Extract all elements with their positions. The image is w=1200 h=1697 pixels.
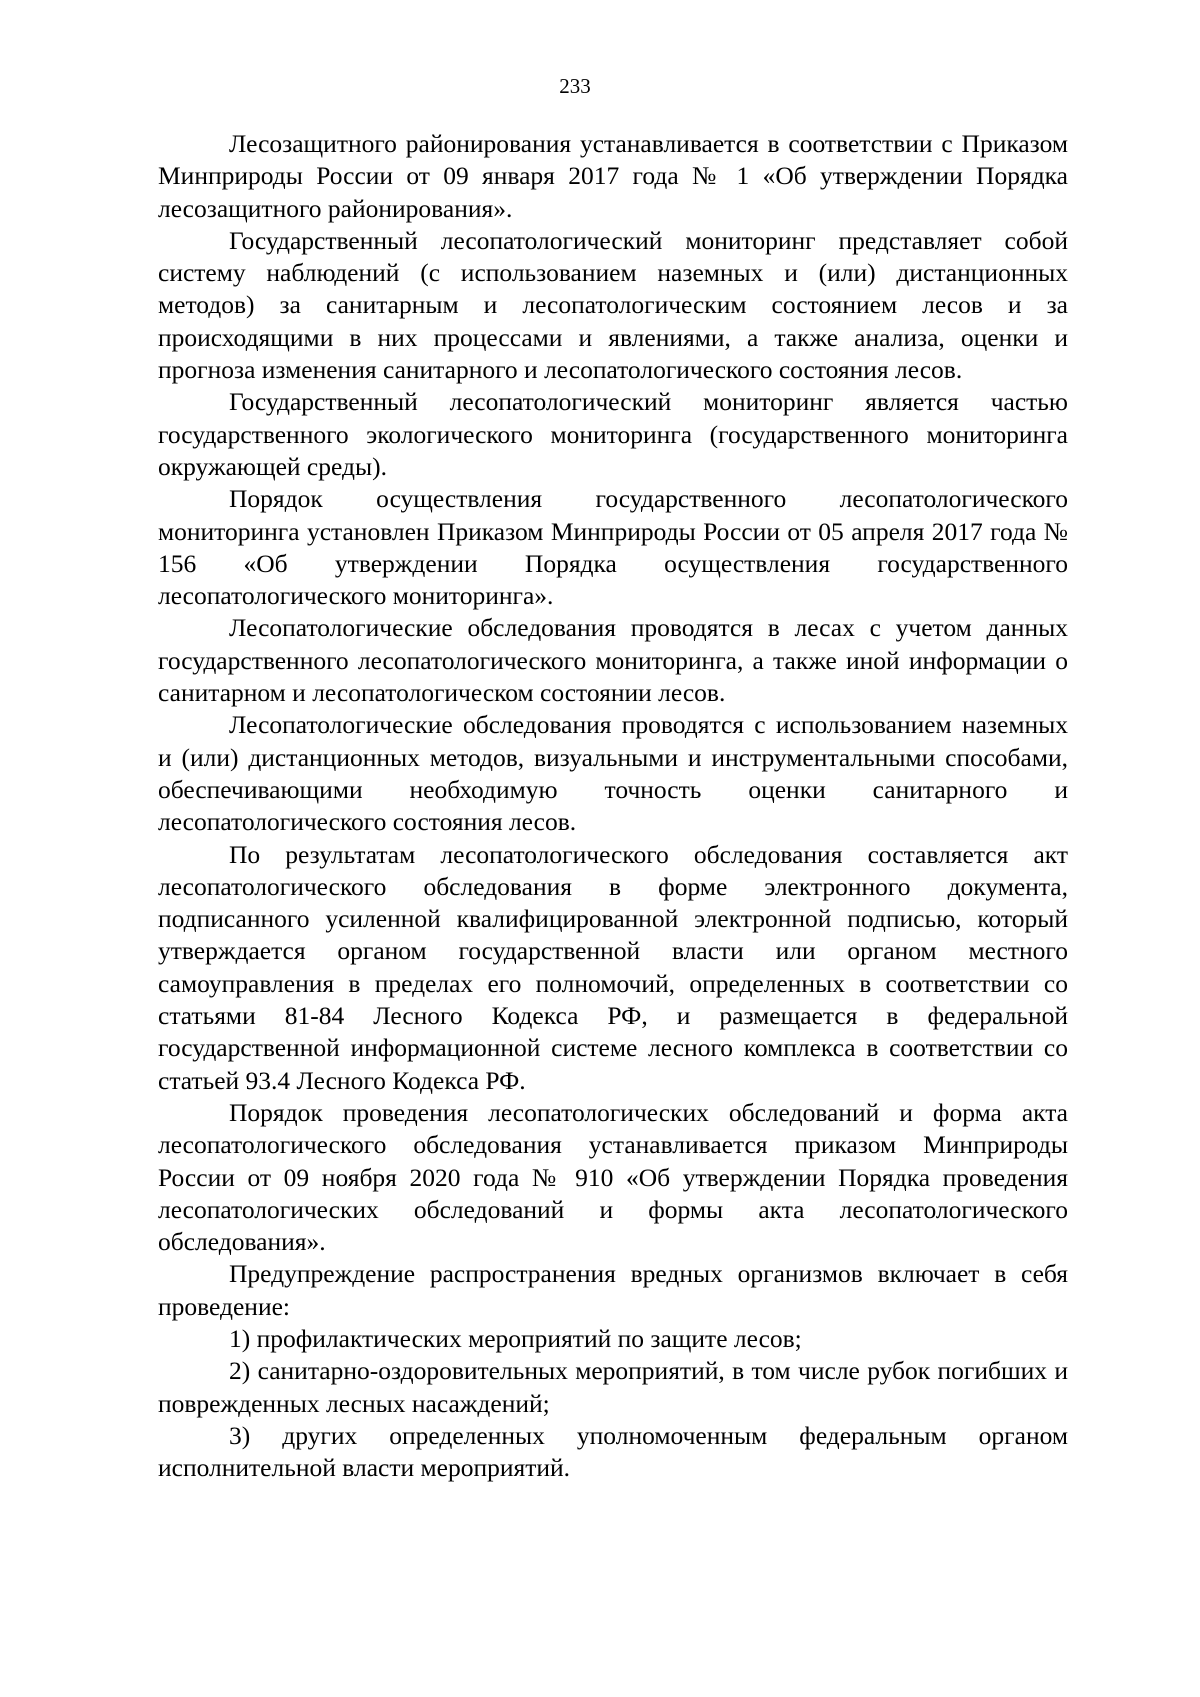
document-body [158,128,1068,1484]
paragraph: Порядок осуществления государственного лесопатологического мониторинга установлен Приказом Минприроды России от 05 апреля 2017 года № 156 «Об утверждении Порядка осуществления государственного лесопатологического мониторинга». [158,484,1068,611]
paragraph: Порядок проведения лесопатологических обследований и форма акта лесопатологического обследования устанавливается приказом Минприроды России от 09 ноября 2020 года № 910 «Об утверждении Порядка проведения лесопатологических обследований и формы акта лесопатологического обследования». [158,1097,1068,1257]
list-item: 3) других определенных уполномоченным федеральным органом исполнительной власти мероприятий. [158,1420,1068,1483]
page-number: 233 [559,74,591,98]
list-item: 1) профилактических мероприятий по защите лесов; [229,1323,802,1353]
paragraph: Лесопатологические обследования проводятся с использованием наземных и (или) дистанционных методов, визуальными и инструментальными способами, обеспечивающими необходимую точность оценки санитарного и лесопатологического состояния лесов. [158,710,1068,837]
paragraph: Лесопатологические обследования проводятся в лесах с учетом данных государственного лесопатологического мониторинга, а также иной информации о санитарном и лесопатологическом состоянии лесов. [158,613,1068,708]
paragraph: По результатам лесопатологического обследования составляется акт лесопатологического обследования в форме электронного документа, подписанного усиленной квалифицированной электронной подписью, который утверждается органом государственной власти или органом местного самоуправления в пределах его полномочий, определенных в соответствии со статьями 81-84 Лесного Кодекса РФ, и размещается в федеральной государственной информационной системе лесного комплекса в соответствии со статьей 93.4 Лесного Кодекса РФ. [158,839,1068,1095]
paragraph: Государственный лесопатологический мониторинг является частью государственного экологического мониторинга (государственного мониторинга окружающей среды). [158,387,1068,481]
list-item: 2) санитарно-оздоровительных мероприятий, в том числе рубок погибших и поврежденных лесных насаждений; [158,1356,1068,1418]
paragraph: Предупреждение распространения вредных организмов включает в себя проведение: [158,1259,1068,1321]
paragraph: Государственный лесопатологический мониторинг представляет собой систему наблюдений (с использованием наземных и (или) дистанционных методов) за санитарным и лесопатологическим состоянием лесов и за происходящими в них процессами и явлениями, а также анализа, оценки и прогноза изменения санитарного и лесопатологического состояния лесов. [158,225,1068,385]
paragraph: Лесозащитного районирования устанавливается в соответствии с Приказом Минприроды России от 09 января 2017 года № 1 «Об утверждении Порядка лесозащитного районирования». [158,129,1068,223]
